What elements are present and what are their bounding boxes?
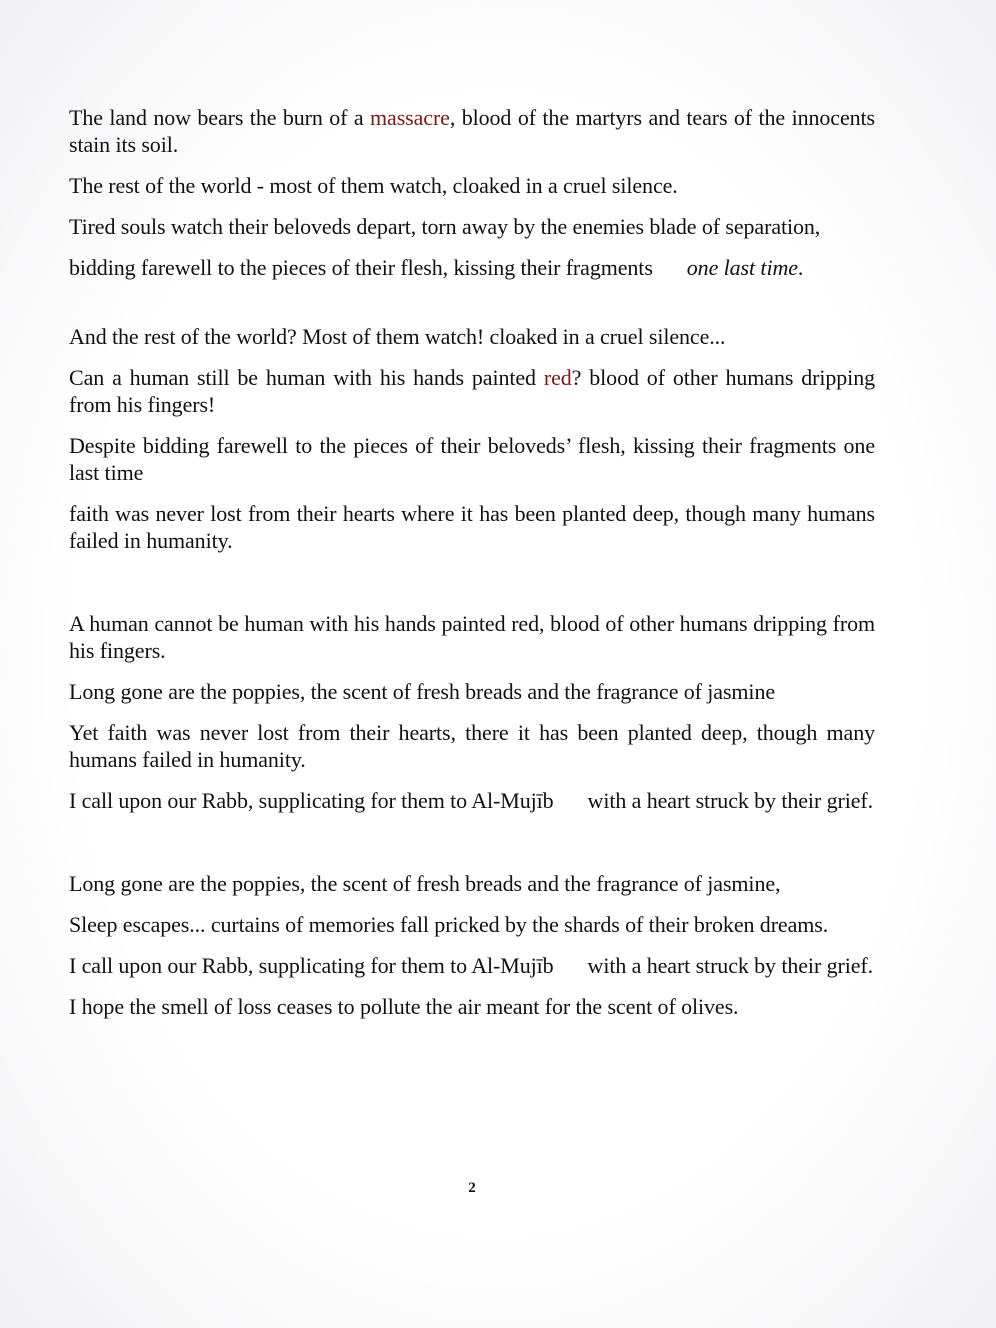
poem-line: Yet faith was never lost from their hearts, there it has been planted deep, though many humans failed in humanity.: [69, 720, 875, 772]
poem-line: And the rest of the world? Most of them watch! cloaked in a cruel silence...: [69, 324, 726, 349]
poem-line: Long gone are the poppies, the scent of fresh breads and the fragrance of jasmine: [69, 679, 776, 704]
stanza-2: [69, 323, 875, 554]
line-text: Can a human still be human with his hands painted: [69, 365, 544, 390]
line-text: .: [797, 255, 804, 280]
stanza-1: [69, 104, 875, 281]
stanza-3: [69, 610, 875, 814]
italic-phrase: one last time: [686, 255, 798, 280]
line-text: bidding farewell to the pieces of their flesh, kissing their fragments: [69, 255, 653, 280]
line-text: , blood of the martyrs and tears of the innocents stain its soil.: [69, 105, 875, 157]
line-text: I call upon our Rabb, supplicating for them to Al-Mujīb: [69, 953, 554, 978]
poem-line: [69, 104, 875, 158]
stanza-4: [69, 870, 875, 1020]
poem-line: [69, 254, 875, 281]
poem-line: [69, 952, 875, 979]
line-text: I call upon our Rabb, supplicating for them to Al-Mujīb: [69, 788, 554, 813]
poem-line: I hope the smell of loss ceases to pollute the air meant for the scent of olives.: [69, 994, 739, 1019]
poem-body: [69, 104, 875, 1034]
highlighted-word: red: [543, 365, 572, 390]
poem-line: The rest of the world - most of them watch, cloaked in a cruel silence.: [69, 173, 678, 198]
poem-line: Long gone are the poppies, the scent of fresh breads and the fragrance of jasmine,: [69, 871, 781, 896]
page-number: 2: [468, 1180, 476, 1196]
line-text: The land now bears the burn of a: [69, 105, 371, 130]
poem-line: faith was never lost from their hearts where it has been planted deep, though many humans failed in humanity.: [69, 501, 875, 553]
poem-line: [69, 364, 875, 418]
line-text: with a heart struck by their grief.: [587, 788, 874, 813]
line-text: with a heart struck by their grief.: [587, 953, 874, 978]
poem-line: [69, 787, 875, 814]
line-text: ? blood of other humans dripping from his fingers!: [69, 365, 875, 417]
poem-line: Despite bidding farewell to the pieces of their beloveds’ flesh, kissing their fragments one last time: [69, 433, 875, 485]
highlighted-word: massacre: [370, 105, 450, 130]
poem-line: Tired souls watch their beloveds depart, torn away by the enemies blade of separation,: [69, 214, 821, 239]
poem-line: A human cannot be human with his hands painted red, blood of other humans dripping from his fingers.: [69, 611, 875, 663]
poem-line: Sleep escapes... curtains of memories fall pricked by the shards of their broken dreams.: [69, 912, 829, 937]
